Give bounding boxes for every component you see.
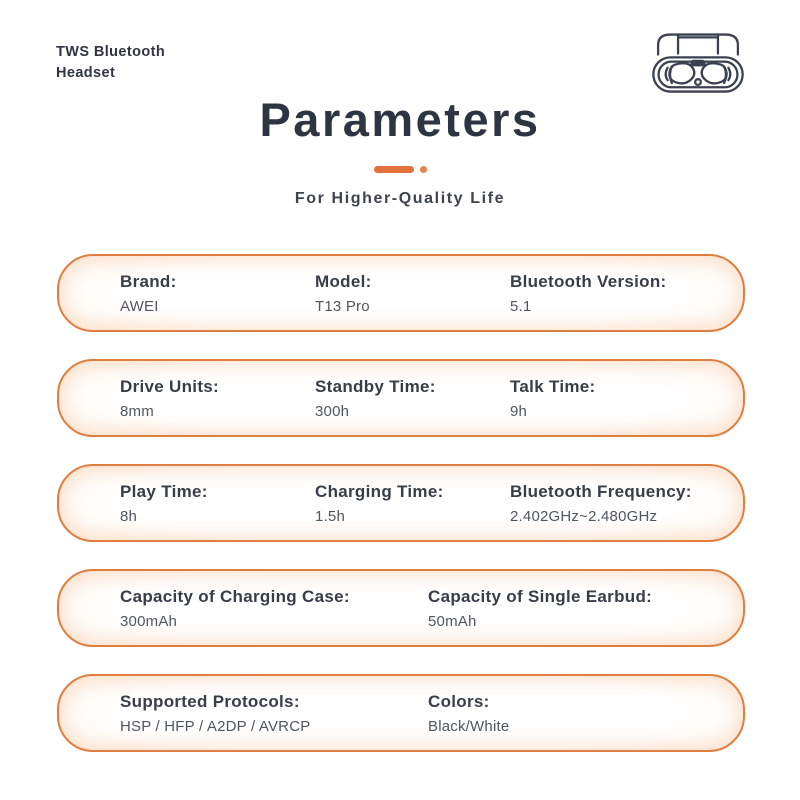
spec-value: 8mm	[120, 402, 154, 420]
spec-label: Brand:	[120, 271, 177, 291]
spec-cell	[120, 692, 428, 735]
spec-label: Capacity of Charging Case:	[120, 586, 350, 606]
product-name-line1: TWS Bluetooth	[56, 44, 166, 60]
spec-value: 1.5h	[315, 507, 345, 525]
spec-value: Black/White	[428, 717, 510, 735]
spec-label: Charging Time:	[315, 481, 444, 501]
page-subtitle: For Higher-Quality Life	[294, 190, 506, 207]
spec-label: Supported Protocols:	[120, 691, 300, 711]
page-title: Parameters	[259, 93, 541, 146]
spec-value: 5.1	[510, 297, 532, 315]
spec-label: Bluetooth Frequency:	[510, 481, 692, 501]
spec-value: 8h	[120, 507, 138, 525]
spec-list	[57, 254, 745, 752]
spec-label: Talk Time:	[510, 376, 596, 396]
spec-value: 300h	[315, 402, 350, 420]
spec-cell	[315, 377, 510, 420]
spec-label: Capacity of Single Earbud:	[428, 586, 653, 606]
spec-value: 50mAh	[428, 612, 477, 630]
title-divider	[0, 166, 800, 173]
spec-label: Colors:	[428, 691, 490, 711]
spec-label: Model:	[315, 271, 372, 291]
spec-cell	[120, 377, 315, 420]
spec-row	[57, 464, 745, 542]
divider-dot-icon	[420, 166, 427, 173]
spec-cell	[120, 587, 428, 630]
spec-cell	[428, 692, 727, 735]
spec-value: 9h	[510, 402, 528, 420]
divider-dash	[374, 166, 414, 173]
spec-row	[57, 674, 745, 752]
spec-cell	[510, 482, 727, 525]
product-name-line2: Headset	[56, 65, 116, 82]
spec-cell	[120, 272, 315, 315]
spec-cell	[510, 272, 727, 315]
spec-row	[57, 254, 745, 332]
spec-value: 2.402GHz~2.480GHz	[510, 507, 658, 525]
spec-cell	[120, 482, 315, 525]
spec-label: Standby Time:	[315, 376, 436, 396]
spec-value: HSP / HFP / A2DP / AVRCP	[120, 717, 311, 735]
spec-value: AWEI	[120, 297, 159, 315]
spec-cell	[428, 587, 727, 630]
spec-value: 300mAh	[120, 612, 178, 630]
spec-row	[57, 359, 745, 437]
spec-cell	[315, 482, 510, 525]
spec-label: Bluetooth Version:	[510, 271, 667, 291]
spec-label: Drive Units:	[120, 376, 220, 396]
product-name	[56, 42, 165, 84]
spec-row	[57, 569, 745, 647]
earbuds-charging-case-icon	[644, 26, 752, 102]
spec-cell	[510, 377, 727, 420]
spec-label: Play Time:	[120, 481, 208, 501]
spec-value: T13 Pro	[315, 297, 370, 315]
spec-cell	[315, 272, 510, 315]
